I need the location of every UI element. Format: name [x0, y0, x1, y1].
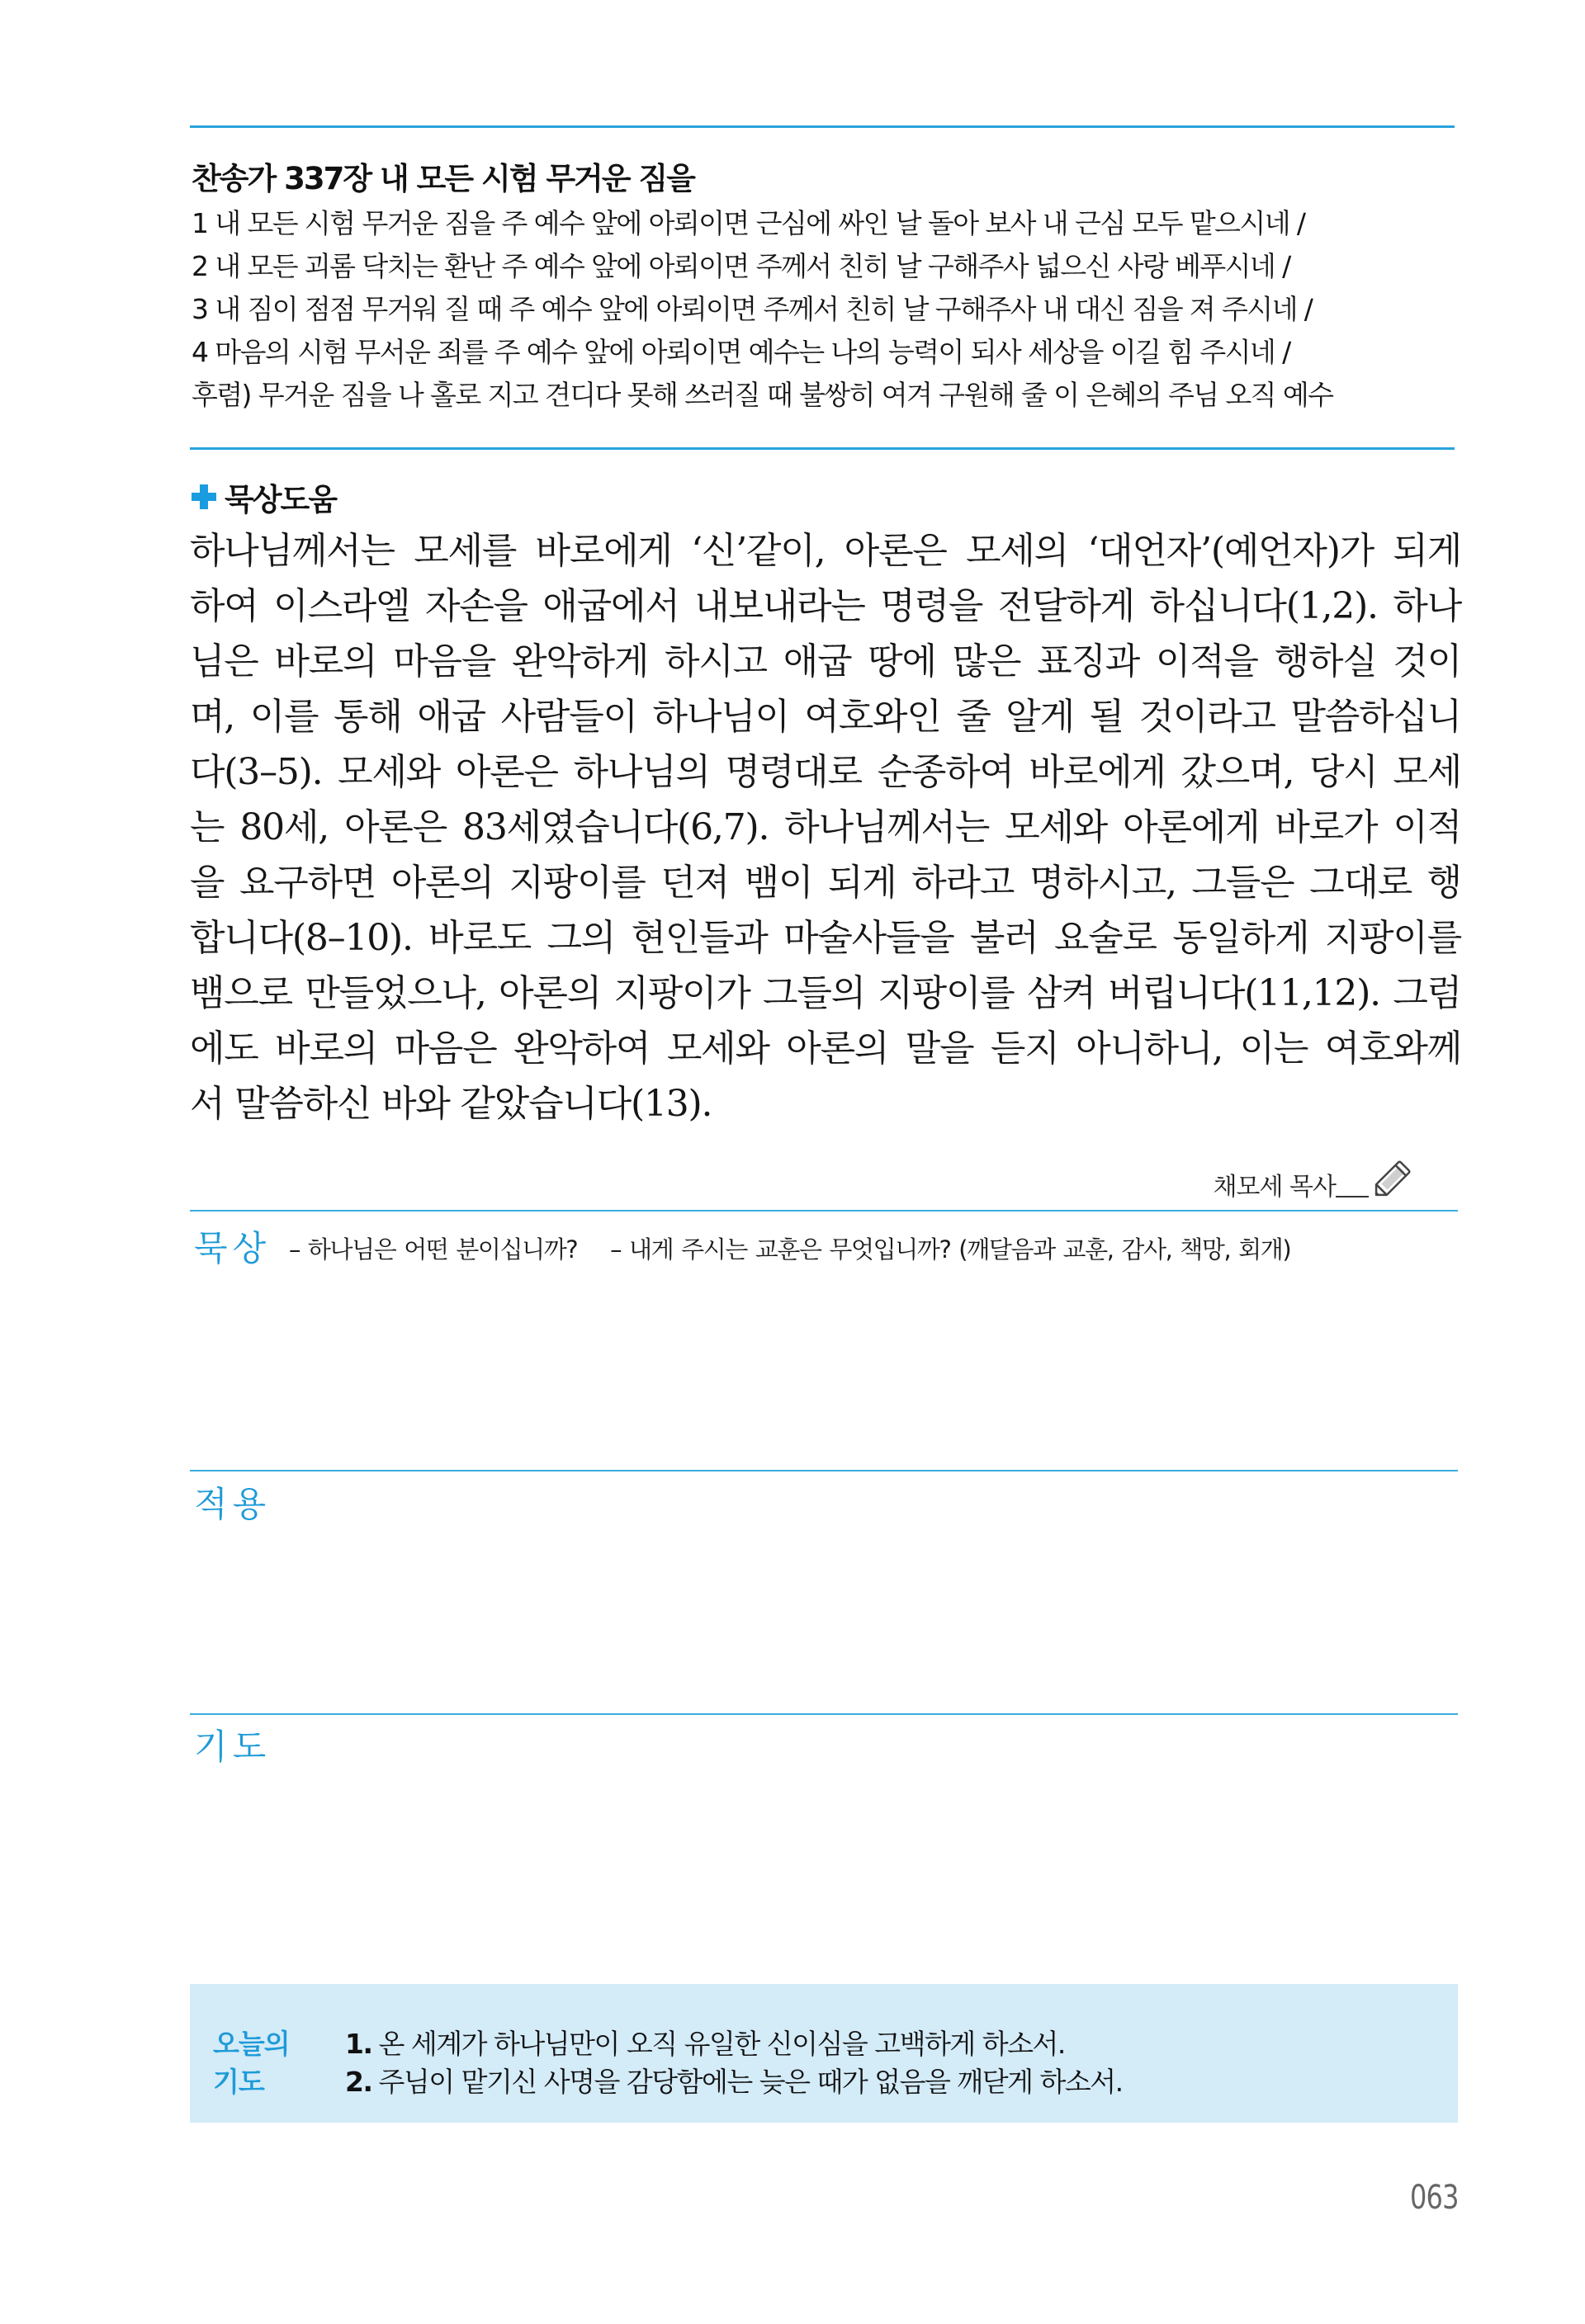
- author-signature: [1214, 1151, 1420, 1202]
- body-line: 님은 바로의 마음을 완악하게 하시고 애굽 땅에 많은 표징과 이적을 행하실 것이: [190, 640, 1461, 683]
- hymn-chorus: 후렴) 무거운 짐을 나 홀로 지고 견디다 못해 쓰러질 때 불쌍히 여겨 구원해 줄 이 은혜의 주님 오직 예수: [192, 379, 1333, 411]
- hymn-title: 찬송가 337장 내 모든 시험 무거운 짐을: [192, 161, 694, 196]
- prayer-divider: [190, 1713, 1458, 1715]
- todays-prayer-box: [190, 1984, 1458, 2123]
- meditation-question-2: – 내게 주시는 교훈은 무엇입니까? (깨달음과 교훈, 감사, 책망, 회개): [610, 1235, 1291, 1264]
- hymn-lyrics: [192, 202, 1463, 417]
- body-line: 합니다(8–10). 바로도 그의 현인들과 마술사들을 불러 요술로 동일하게 지팡이를: [190, 917, 1461, 959]
- plus-icon: [192, 484, 216, 509]
- signature-underline: [1336, 1196, 1369, 1197]
- todays-prayer-label-line1: 오늘의: [213, 2028, 290, 2060]
- hymn-verse-1: 1 내 모든 시험 무거운 짐을 주 예수 앞에 아뢰이면 근심에 싸인 날 돌아 보사 내 근심 모두 맡으시네 /: [192, 207, 1305, 239]
- body-line: 에도 바로의 마음은 완악하여 모세와 아론의 말을 듣지 아니하니, 이는 여호와께: [190, 1027, 1461, 1070]
- body-line: 하여 이스라엘 자손을 애굽에서 내보내라는 명령을 전달하게 하십니다(1,2). 하나: [190, 585, 1461, 627]
- prayer-item-number: 1.: [345, 2028, 372, 2060]
- hymn-bottom-divider: [190, 447, 1455, 450]
- author-name: 채모세 목사: [1213, 1173, 1336, 1202]
- prayer-item-text: 주님이 맡기신 사명을 감당함에는 늦은 때가 없음을 깨닫게 하소서.: [378, 2066, 1123, 2098]
- pencil-icon: [1369, 1151, 1420, 1202]
- meditation-help-title: 묵상도움: [225, 482, 336, 517]
- top-divider: [190, 125, 1455, 128]
- todays-prayer-label: [213, 2025, 290, 2101]
- meditation-questions: [289, 1231, 1315, 1265]
- body-line: 을 요구하면 아론의 지팡이를 던져 뱀이 되게 하라고 명하시고, 그들은 그대로 행: [190, 862, 1461, 904]
- page-number: 063: [1410, 2179, 1459, 2217]
- hymn-verse-3: 3 내 짐이 점점 무거워 질 때 주 예수 앞에 아뢰이면 주께서 친히 날 구해주사 내 대신 짐을 져 주시네 /: [192, 293, 1313, 325]
- body-line: 서 말씀하신 바와 같았습니다(13).: [190, 1083, 712, 1125]
- hymn-verse-4: 4 마음의 시험 무서운 죄를 주 예수 앞에 아뢰이면 예수는 나의 능력이 되사 세상을 이길 힘 주시네 /: [192, 336, 1290, 368]
- todays-prayer-label-line2: 기도: [213, 2066, 264, 2098]
- body-line: 는 80세, 아론은 83세였습니다(6,7). 하나님께서는 모세와 아론에게 바로가 이적: [190, 806, 1461, 848]
- prayer-item-text: 온 세계가 하나님만이 오직 유일한 신이심을 고백하게 하소서.: [378, 2028, 1065, 2060]
- application-label: 적용: [194, 1484, 272, 1524]
- prayer-label: 기도: [194, 1726, 272, 1767]
- meditation-help-header: [192, 475, 336, 519]
- hymn-verse-2: 2 내 모든 괴롬 닥치는 환난 주 예수 앞에 아뢰이면 주께서 친히 날 구해주사 넓으신 사랑 베푸시네 /: [192, 250, 1290, 282]
- body-line: 며, 이를 통해 애굽 사람들이 하나님이 여호와인 줄 알게 될 것이라고 말씀하십니: [190, 696, 1461, 738]
- todays-prayer-items: [345, 2025, 1123, 2101]
- prayer-item: [345, 2063, 1123, 2101]
- meditation-label: 묵상: [194, 1228, 272, 1268]
- body-line: 뱀으로 만들었으나, 아론의 지팡이가 그들의 지팡이를 삼켜 버립니다(11,12). 그럼: [190, 972, 1461, 1014]
- body-line: 다(3–5). 모세와 아론은 하나님의 명령대로 순종하여 바로에게 갔으며, 당시 모세: [190, 751, 1461, 793]
- meditation-divider: [190, 1210, 1458, 1212]
- meditation-question-1: – 하나님은 어떤 분이십니까?: [289, 1235, 578, 1264]
- prayer-item-number: 2.: [345, 2066, 372, 2098]
- body-line: 하나님께서는 모세를 바로에게 ‘신’같이, 아론은 모세의 ‘대언자’(예언자)가 되게: [190, 530, 1461, 572]
- meditation-help-body: [190, 523, 1461, 1131]
- application-divider: [190, 1470, 1458, 1471]
- prayer-item: [345, 2025, 1123, 2063]
